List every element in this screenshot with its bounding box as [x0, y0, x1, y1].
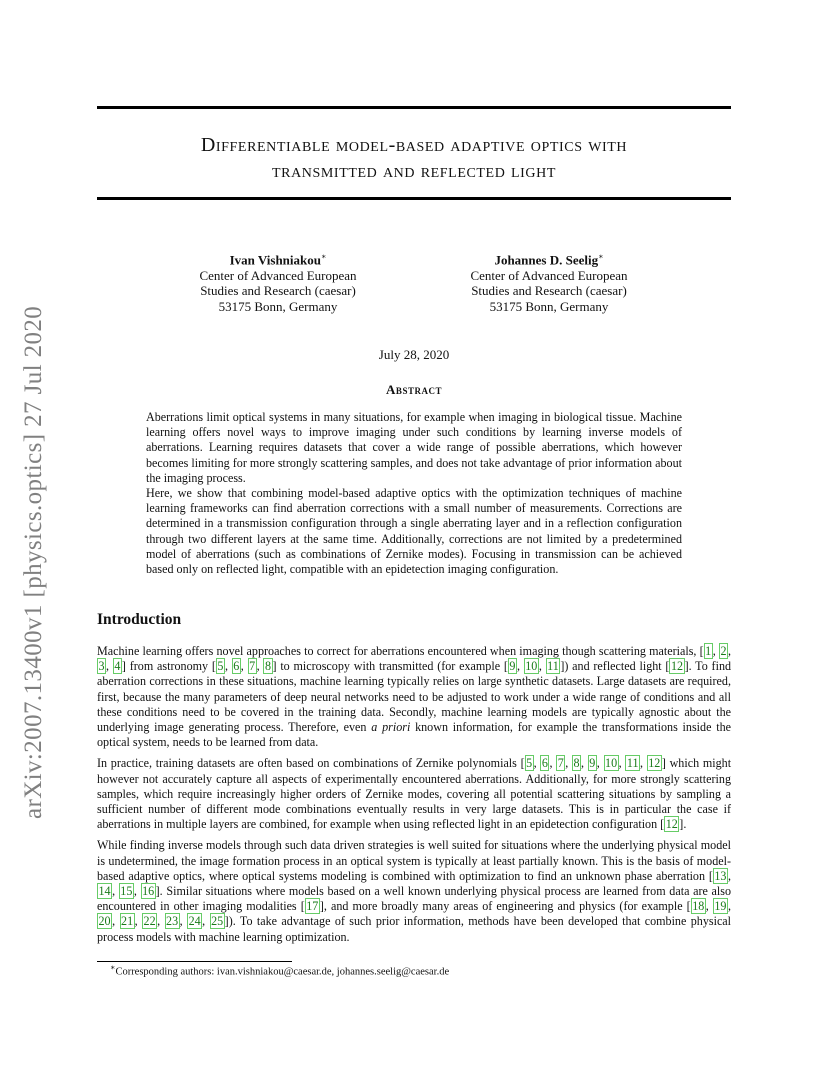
author-affiliation: 53175 Bonn, Germany — [218, 298, 338, 314]
citation-link[interactable]: 8 — [573, 756, 580, 771]
title-top-rule — [97, 106, 731, 109]
citation-link[interactable]: 7 — [249, 659, 256, 674]
citation-link[interactable]: 9 — [589, 756, 596, 771]
citation-link[interactable]: 17 — [306, 899, 319, 914]
author-affiliation: 53175 Bonn, Germany — [489, 298, 609, 314]
citation-link[interactable]: 9 — [509, 659, 516, 674]
author-block-1 — [148, 249, 408, 314]
citation-link[interactable]: 1 — [705, 644, 712, 658]
intro-paragraph-3: While finding inverse models through such data driven strategies is well suited for situations where the underlying physical model is undetermined, the image formation process in an optical system is typically at least partially known. This is the basis of model-based adaptive optics, where optical systems modeling is combined with optimization to find an unknown phase aberration [ 13 , 14 , 15 , 16 ]. Similar situations where models based on a well known underlying physical process are learned from data are also encountered in other imaging modalities [ 17 ], and more broadly many areas of engineering and physics (for example [ 18 , 19 , 20 , 21 , 22 , 23 , 24 , 25 ]). To take advantage of such prior information, methods have been developed that combine physical process models with machine learning optimization. — [97, 838, 732, 944]
paper-title-line2: transmitted and reflected light — [271, 160, 557, 182]
section-heading-introduction: Introduction — [97, 611, 182, 628]
author-affiliation: Studies and Research (caesar) — [471, 283, 627, 299]
citation-link[interactable]: 8 — [264, 659, 272, 674]
abstract-paragraph: Here, we show that combining model-based adaptive optics with the optimization techniques of machine learning frameworks can find aberration corrections with a small number of measurements. Corrections are determined in a transmission configuration through a single aberrating layer and in a reflection configuration through two different layers at the same time. Additionally, corrections are not limited by a predetermined model of aberrations (such as combinations of Zernike modes). Focusing in transmission can be achieved based only on reflected light, compatible with an epidetection imaging configuration. — [146, 486, 682, 577]
intro-paragraph-1: Machine learning offers novel approaches to correct for aberrations encountered when imaging though scattering materials, [ 1 , 2 , 3 , 4 ] from astronomy [ 5 , 6 , 7 , 8 ] to microscopy with transmitted (for example [ 9 , 10 , 11 ]) and reflected light [ 12 ]. To find aberration corrections in these situations, machine learning typically relies on large synthetic datasets. Large datasets are required, first, because the many parameters of deep neural networks need to be adjusted to work under a wide range of conditions and all these conditions need to be covered in the training data. Secondly, machine learning models are typically agnostic about the underlying image generating process. Therefore, even a priori known information, for example the transformations inside the optical system, needs to be learned from data. — [97, 644, 732, 750]
author-affiliation: Studies and Research (caesar) — [200, 283, 356, 299]
abstract — [146, 410, 682, 577]
citation-link[interactable]: 19 — [714, 899, 727, 914]
arxiv-sidebar-stamp: arXiv:2007.13400v1 [physics.optics] 27 Jul 2020 — [20, 305, 47, 819]
citation-link[interactable]: 24 — [188, 914, 201, 929]
citation-link[interactable]: 3 — [98, 659, 105, 674]
citation-link[interactable]: 18 — [692, 899, 705, 914]
citation-link[interactable]: 22 — [143, 914, 156, 929]
citation-link[interactable]: 23 — [166, 914, 179, 929]
citation-link[interactable]: 12 — [665, 817, 678, 832]
citation-link[interactable]: 21 — [121, 914, 134, 929]
paper-title-line1: Differentiable model-based adaptive optics with — [200, 134, 628, 156]
citation-link[interactable]: 5 — [217, 659, 224, 674]
citation-link[interactable]: 11 — [547, 659, 559, 674]
citation-link[interactable]: 5 — [526, 756, 533, 771]
author-affiliation: Center of Advanced European — [470, 267, 628, 283]
footnote: ∗Corresponding authors: ivan.vishniakou@caesar.de, johannes.seelig@caesar.de — [110, 963, 450, 978]
citation-link[interactable]: 15 — [120, 884, 133, 899]
citation-link[interactable]: 10 — [605, 756, 618, 771]
citation-link[interactable]: 7 — [557, 756, 564, 771]
author-name: Ivan Vishniakou∗ — [229, 252, 327, 268]
citation-link[interactable]: 2 — [720, 644, 727, 658]
author-block-2 — [419, 249, 679, 314]
author-affiliation: Center of Advanced European — [199, 267, 357, 283]
abstract-paragraph: Aberrations limit optical systems in many situations, for example when imaging in biological tissue. Machine learning offers novel ways to improve imaging under such conditions by learning inverse models of aberrations. Learning requires datasets that cover a wide range of possible aberrations, which however becomes limiting for more strongly scattering samples, and does not take advantage of prior information about the imaging process. — [146, 410, 682, 485]
citation-link[interactable]: 25 — [211, 914, 224, 929]
author-name: Johannes D. Seelig∗ — [494, 252, 604, 268]
citation-link[interactable]: 6 — [541, 756, 548, 771]
footnote-rule — [97, 961, 292, 962]
citation-link[interactable]: 16 — [142, 884, 155, 899]
citation-link[interactable]: 10 — [525, 659, 538, 674]
citation-link[interactable]: 6 — [233, 659, 240, 674]
citation-link[interactable]: 12 — [670, 659, 684, 674]
title-bottom-rule — [97, 197, 731, 200]
citation-link[interactable]: 13 — [714, 868, 727, 883]
citation-link[interactable]: 20 — [98, 914, 111, 929]
paper-date: July 28, 2020 — [378, 347, 450, 362]
intro-body — [97, 644, 731, 945]
citation-link[interactable]: 14 — [98, 884, 111, 899]
intro-paragraph-2: In practice, training datasets are often based on combinations of Zernike polynomials [ 5 , 6 , 7 , 8 , 9 , 10 , 11 , 12 ] which might however not accurately capture all aspects of experimentally encountered aberrations. Additionally, for more strongly scattering samples, which require increasingly higher orders of Zernike modes, covering all potential scattering situations by sampling a sufficient number of different mode combinations eventually results in very large datasets. This is in particular the case if aberrations in multiple layers are combined, for example when using reflected light in an epidetection configuration [ 12 ]. — [97, 756, 732, 832]
abstract-heading: Abstract — [386, 382, 442, 397]
citation-link[interactable]: 4 — [114, 659, 121, 674]
citation-link[interactable]: 12 — [648, 756, 661, 771]
citation-link[interactable]: 11 — [626, 756, 639, 771]
